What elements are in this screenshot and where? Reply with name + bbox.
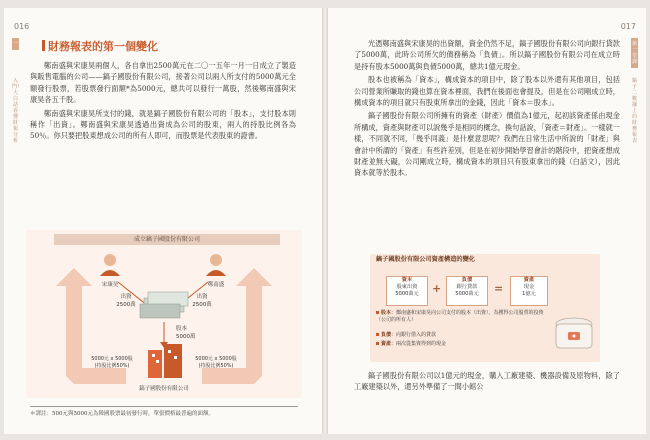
- company-label: 鎬子國股份有限公司: [139, 386, 189, 392]
- invest-label-right: 出資: [196, 294, 208, 300]
- company-founding-diagram: [26, 246, 302, 398]
- shares-right: 5000元 x 5000股: [195, 356, 237, 362]
- paragraph: 鎬子國股份有限公司所擁有的資產（財產）價值為1億元，起初該資產係由現金所構成，資產與財產可以說幾乎是相同的概念，換句話說，「資產＝財產」。一樣就一樣，不同就不同，「幾乎同義」是什麼意思呢？我們在日常生活中所說的「財產」與會計中所謂的「資產」有些許差別，但是在初步開始學習會計的階段中，把資產想成財產並無大礙，公司剛成立時，構成資本的項目只有股東拿出的錢（白話文），因此資本就等於股本。: [354, 111, 620, 178]
- box-title: 鎬子國股份有限公司資產構造的變化: [376, 256, 475, 263]
- shares-right-ratio: (持股比例50%): [198, 363, 234, 369]
- page-number-left: 016: [14, 22, 30, 31]
- plus-sign: +: [432, 282, 442, 295]
- section-bar: [42, 40, 45, 51]
- person-icon: [206, 254, 226, 276]
- invest-label-left: 出資: [120, 294, 132, 300]
- legend-item: 股本：鄭南盛和宋康昊向公司支付的股本（出資），為獲得公司股票的投資（公司的所有人）: [376, 310, 544, 323]
- capital-amount: 5000萬: [176, 334, 196, 340]
- paragraph: 股本也被稱為「資本」，構成資本的項目中，除了股本以外還有其他項目，包括公司營業所賺取的錢也算在資本裡面，我們在後面也會提及，但是在公司剛成立時，構成資本的項目就只有股東所拿出的金錢，因此「資本＝股本」。: [354, 75, 620, 108]
- asset-card: [510, 276, 548, 306]
- paragraph: 鎬子國股份有限公司以1億元的現金，購入工廠建築、機器設備及原物料，除了工廠建築以外，還另外準備了一間小館公: [354, 371, 620, 392]
- paragraph: 光憑鄭南盛與宋康昊的出資額，資金仍然不足，鎬子國股份有限公司向銀行貸款了5000萬，此時公司所欠的債務稱為「負債」。所以鎬子國股份有限公司在成立時是持有股本5000萬與負債5000萬，總共1億元現金。: [354, 39, 620, 71]
- footnote: ＊譯註：500元與5000元為韓國股票最初發行時，單張價格最普遍的面額。: [30, 406, 298, 418]
- capital-card: [386, 276, 428, 306]
- paragraph: 鄭南盛與宋康昊兩個人，各自拿出2500萬元在二〇一五年一月一日成立了製造與販售電腦的公司——鎬子國股份有限公司，接著公司以兩人所支付的5000萬元全額發行股票，若股票發行面額*為5000元，總共可以發行一萬股，然後鄭南盛與宋康昊各五千股。: [30, 61, 296, 105]
- person-icon: [100, 254, 120, 276]
- legend-item: 資產：兩次從集資得到的現金: [376, 341, 548, 348]
- asset-card-sub: 現金: [523, 284, 535, 290]
- liability-card-sub: 銀行貸款: [456, 284, 478, 290]
- running-head-right: 鎬子二 數據上的財務報表: [631, 78, 637, 144]
- capital-label: 股本: [176, 326, 188, 332]
- left-page: [4, 8, 322, 434]
- money-stack-icon: [140, 292, 188, 318]
- right-page: [328, 8, 646, 434]
- liability-card-label: 負債: [461, 277, 473, 283]
- shares-left-ratio: (持股比例50%): [94, 363, 130, 369]
- company-building-icon: [148, 344, 182, 378]
- invest-amount-right: 2500萬: [192, 302, 212, 308]
- capital-card-sub: 股東出資: [396, 284, 418, 290]
- person-right-name: 鄭南盛: [207, 282, 225, 288]
- left-body: [30, 60, 296, 144]
- chapter-tab-right: 第一堂課: [631, 38, 638, 68]
- capital-card-label: 資本: [401, 277, 413, 283]
- right-closing: [354, 370, 620, 395]
- page-number-right: 017: [620, 22, 636, 31]
- diagram-title: 成立鎬子國股份有限公司: [54, 234, 280, 245]
- person-left-name: 宋康昊: [101, 282, 119, 288]
- liability-card-amount: 5000萬元: [455, 291, 479, 297]
- shares-left: 5000元 x 5000股: [91, 356, 133, 362]
- capital-card-amount: 5000萬元: [395, 291, 419, 297]
- rice-cooker-icon: [552, 314, 596, 354]
- section-title: 財務報表的第一個變化: [48, 40, 158, 53]
- asset-card-amount: 1億元: [522, 291, 536, 297]
- equals-sign: =: [494, 282, 504, 295]
- asset-card-label: 資產: [523, 277, 535, 283]
- legend-item: 負債：向銀行借入的貸款: [376, 332, 548, 339]
- running-head-left: 入門！大白話看懂財報分析: [12, 78, 23, 144]
- liability-card: [446, 276, 488, 306]
- right-body: [354, 38, 620, 181]
- chapter-tab-left: 一: [12, 38, 19, 50]
- invest-amount-left: 2500萬: [116, 302, 136, 308]
- paragraph: 鄭南盛與宋康昊所支付的錢，就是鎬子國股份有限公司的「股本」，支付股本則稱作「出資」。鄭南盛與宋康昊透過出資成為公司的股東，兩人的持股比例各為50％。你只要把股東想成公司的所有人即可，而股票是代表股東的證書。: [30, 108, 296, 141]
